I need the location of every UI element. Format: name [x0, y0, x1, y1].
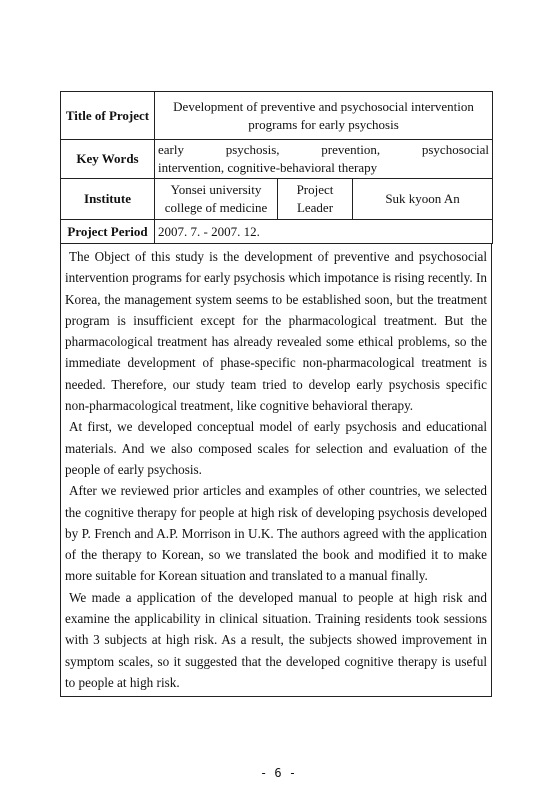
summary-table [60, 91, 493, 244]
leader-value: Suk kyoon An [353, 179, 493, 220]
institute-row [61, 179, 493, 220]
keywords-label: Key Words [61, 140, 155, 179]
abstract-paragraph-2: At first, we developed conceptual model of early psychosis and educational materials. And we also composed scales for selection and evaluation of the people of early psychosis. [65, 419, 487, 477]
project-title: Development of preventive and psychosocial intervention programs for early psychosis [155, 92, 493, 140]
leader-label: Project Leader [278, 179, 353, 220]
summary-sheet [60, 91, 492, 697]
abstract-paragraph-4: We made a application of the developed manual to people at high risk and examine the applicability in clinical situation. Training residents took sessions with 3 subjects at high risk. As a result, the subjects showed improvement in symptom scales, so it suggested that the developed cognitive therapy is useful to people at high risk. [65, 589, 487, 690]
period-label: Project Period [61, 220, 155, 244]
abstract-box [60, 244, 492, 697]
keywords-value [155, 140, 493, 179]
keywords-line-2: intervention, cognitive-behavioral therapy [158, 160, 378, 175]
keywords-line-1: early psychosis, prevention, psychosocial [158, 142, 490, 157]
title-row [61, 92, 493, 140]
period-value: 2007. 7. - 2007. 12. [155, 220, 493, 244]
period-row [61, 220, 493, 244]
institute-label: Institute [61, 179, 155, 220]
institute-value: Yonsei university college of medicine [155, 179, 278, 220]
keywords-row [61, 140, 493, 179]
abstract-paragraph-1: The Object of this study is the development of preventive and psychosocial intervention programs for early psychosis which impotance is rising recently. In Korea, the management system seems to be established soon, but the treatment program is insufficient except for the pharmacological treatment. But the pharmacological treatment has already revealed some ethical problems, so the immediate development of phase-specific non-pharmacological treatment is needed. Therefore, our study team tried to develop early psychosis specific non-pharmacological treatment, like cognitive behavioral therapy. [65, 249, 487, 414]
title-label: Title of Project [61, 92, 155, 140]
abstract-paragraph-3: After we reviewed prior articles and examples of other countries, we selected the cognitive therapy for people at high risk of developing psychosis developed by P. French and A.P. Morrison in U.K. The authors agreed with the application of the therapy to Korean, so we translated the book and modified it to make more suitable for Korean situation and translated to a manual finally. [65, 483, 487, 584]
page-number: - 6 - [259, 766, 297, 780]
